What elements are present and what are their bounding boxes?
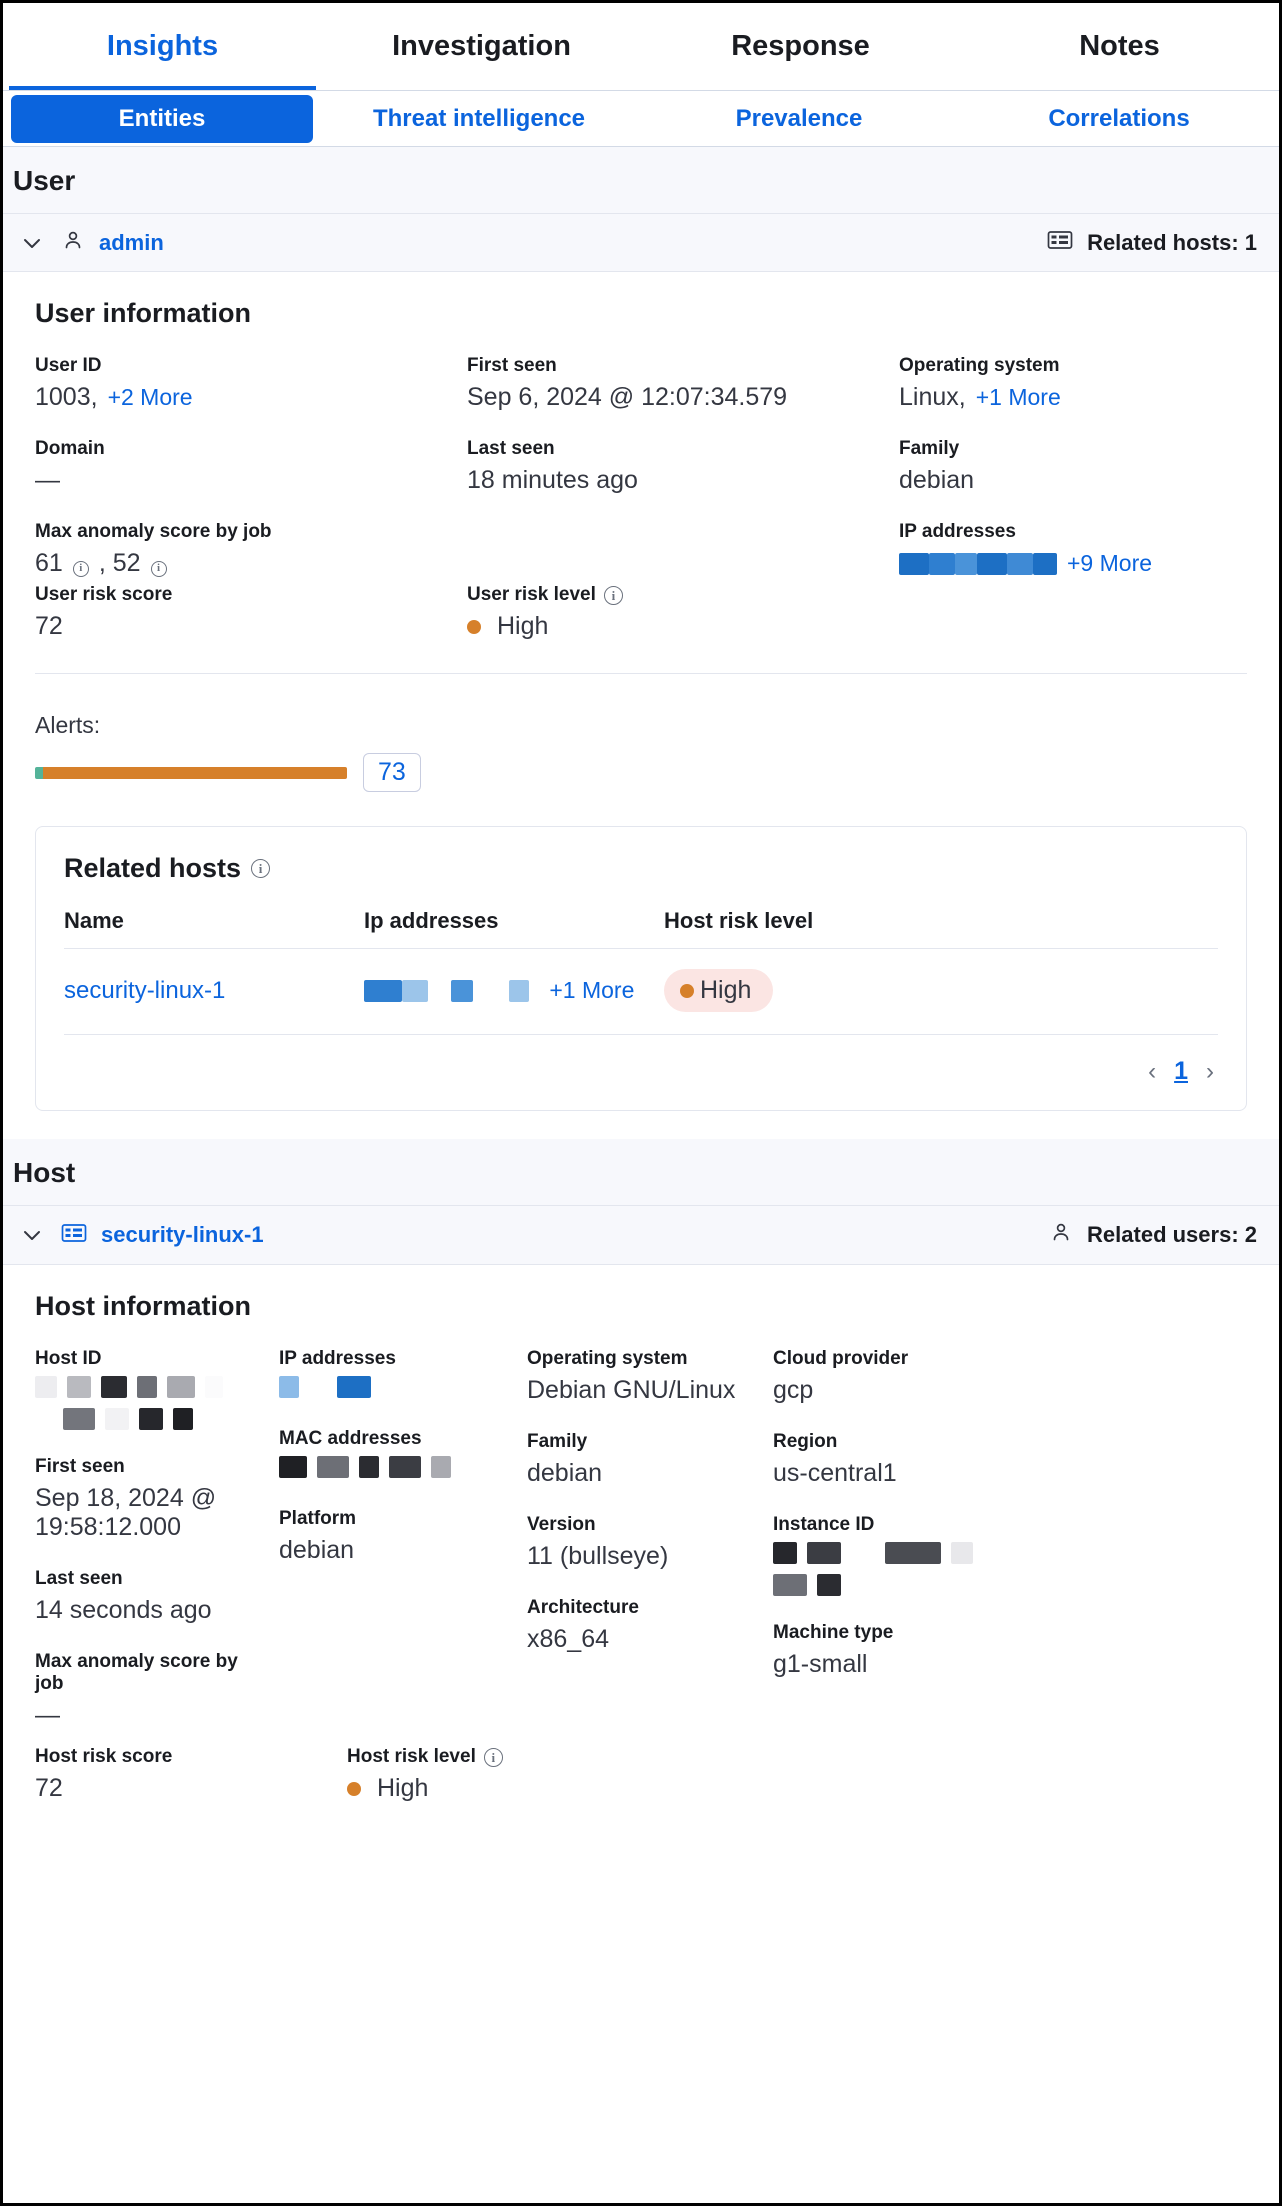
host-instance-id-value [773, 1542, 1247, 1596]
host-fields-col-3 [527, 1348, 751, 1730]
chevron-left-icon[interactable]: ‹ [1148, 1057, 1157, 1085]
chevron-down-icon[interactable] [19, 230, 45, 256]
user-icon [1049, 1220, 1073, 1250]
host-risk-level-text: High [377, 1774, 429, 1802]
risk-level-dot-icon [467, 620, 481, 634]
alerts-count-button[interactable]: 73 [363, 753, 421, 792]
insights-panel [3, 3, 1279, 1841]
user-ip-addresses-label: IP addresses [899, 521, 1016, 542]
host-os-label: Operating system [527, 1348, 688, 1369]
user-section-title: User [3, 147, 1279, 213]
host-max-anomaly-label: Max anomaly score by job [35, 1651, 238, 1694]
host-version-value: 11 (bullseye) [527, 1542, 669, 1570]
status-badge [664, 969, 773, 1012]
alerts-label: Alerts: [35, 712, 101, 738]
user-domain-value: — [35, 466, 60, 494]
redacted-instance-row-1 [773, 1542, 1247, 1564]
user-panel-divider [35, 673, 1247, 674]
table-header-row [64, 908, 1218, 949]
user-domain-label: Domain [35, 438, 105, 459]
host-risk-score-label: Host risk score [35, 1746, 173, 1767]
top-tab-bar [3, 3, 1279, 91]
alerts-distribution-bar[interactable] [35, 767, 347, 779]
user-information-panel [3, 272, 1279, 686]
host-family-label: Family [527, 1431, 588, 1452]
user-entity[interactable] [61, 228, 164, 257]
host-platform-label: Platform [279, 1508, 357, 1529]
host-related-users-label: Related users: 2 [1087, 1222, 1257, 1247]
host-version-label: Version [527, 1514, 596, 1535]
info-icon[interactable]: i [251, 859, 270, 878]
tab-response[interactable] [641, 3, 960, 90]
user-fields-grid [35, 355, 1247, 578]
host-instance-id-label: Instance ID [773, 1514, 875, 1535]
user-last-seen-label: Last seen [467, 438, 555, 459]
related-host-risk-text: High [700, 976, 752, 1004]
host-section-title: Host [3, 1139, 1279, 1205]
host-fields-grid [35, 1348, 1247, 1730]
host-related-users-summary [1049, 1220, 1257, 1250]
user-os-label: Operating system [899, 355, 1060, 376]
tab-investigation[interactable] [322, 3, 641, 90]
info-icon[interactable]: i [151, 561, 167, 577]
host-cloud-provider-value: gcp [773, 1376, 814, 1404]
user-max-anomaly-second: , 52 [98, 549, 141, 577]
host-fields-col-1 [35, 1348, 257, 1730]
user-risk-level-label [467, 584, 1247, 606]
subtab-correlations-label: Correlations [1048, 104, 1190, 132]
chevron-right-icon[interactable]: › [1206, 1057, 1214, 1085]
host-max-anomaly-value: — [35, 1701, 60, 1729]
user-last-seen-value: 18 minutes ago [467, 466, 638, 494]
user-max-anomaly-label: Max anomaly score by job [35, 521, 272, 542]
host-information-title: Host information [35, 1291, 251, 1321]
host-ip-addresses-value [279, 1376, 505, 1398]
host-first-seen-value: Sep 18, 2024 @ 19:58:12.000 [35, 1484, 217, 1541]
host-risk-level-label-text: Host risk level [347, 1746, 476, 1767]
user-risk-score-block [35, 584, 455, 667]
redacted-ip-block [899, 549, 1057, 578]
user-max-anomaly-value [35, 549, 455, 578]
tab-response-label: Response [731, 30, 870, 62]
user-fields-col-2 [467, 355, 887, 578]
related-hosts-title [64, 853, 1218, 884]
user-family-label: Family [899, 438, 960, 459]
host-risk-level-value [347, 1774, 1247, 1803]
host-accordion-header[interactable] [3, 1205, 1279, 1265]
host-icon [1047, 229, 1073, 257]
subtab-correlations[interactable] [959, 95, 1279, 143]
host-information-panel [3, 1265, 1279, 1841]
host-platform-value: debian [279, 1536, 355, 1564]
user-os-text: Linux, [899, 383, 966, 411]
host-cloud-provider-label: Cloud provider [773, 1348, 909, 1369]
host-machine-type-value: g1-small [773, 1650, 868, 1678]
redacted-host-id-row-2 [35, 1408, 257, 1430]
host-architecture-label: Architecture [527, 1597, 639, 1618]
column-header-name[interactable]: Name [64, 908, 364, 949]
user-id-label: User ID [35, 355, 102, 376]
subtab-threat-intelligence-label: Threat intelligence [372, 104, 586, 132]
user-family-value: debian [899, 466, 975, 494]
host-risk-score-value: 72 [35, 1774, 63, 1802]
related-host-ip-cell [364, 949, 664, 1035]
host-risk-level-block [347, 1746, 1247, 1829]
risk-level-dot-icon [680, 984, 694, 998]
user-related-hosts-summary [1047, 229, 1257, 257]
host-risk-score-block [35, 1746, 335, 1829]
user-alerts-block [3, 686, 1279, 806]
related-host-name-cell [64, 949, 364, 1035]
subtab-prevalence-label: Prevalence [735, 104, 863, 132]
host-id-value [35, 1376, 257, 1430]
user-os-more-link[interactable]: +1 More [975, 384, 1061, 410]
user-fields-col-1 [35, 355, 455, 578]
host-risk-grid [35, 1746, 1247, 1829]
user-related-hosts-label: Related hosts: 1 [1087, 229, 1257, 255]
alerts-segment-high [43, 767, 347, 779]
user-id-value [35, 383, 455, 412]
redacted-host-id-row-1 [35, 1376, 257, 1398]
user-icon [61, 228, 85, 257]
related-hosts-table [64, 908, 1218, 1035]
column-header-host-risk-level[interactable]: Host risk level [664, 908, 1218, 949]
tab-investigation-label: Investigation [392, 30, 571, 62]
user-information-title: User information [35, 298, 252, 328]
host-entity-name[interactable]: security-linux-1 [101, 1222, 264, 1247]
chevron-down-icon[interactable] [19, 1222, 45, 1248]
user-max-anomaly-first: 61 [35, 549, 63, 577]
user-risk-score-value: 72 [35, 612, 63, 640]
user-entity-name[interactable]: admin [99, 229, 164, 255]
related-host-risk-cell [664, 949, 1218, 1035]
subtab-entities-label: Entities [118, 104, 206, 132]
user-fields-col-3 [899, 355, 1247, 578]
user-risk-level-label-text: User risk level [467, 584, 596, 605]
host-mac-addresses-value [279, 1456, 505, 1478]
host-region-label: Region [773, 1431, 838, 1452]
host-fields-col-2 [279, 1348, 505, 1730]
subtab-entities[interactable] [11, 95, 313, 143]
host-ip-addresses-label: IP addresses [279, 1348, 396, 1369]
tab-insights-label: Insights [106, 30, 219, 62]
related-hosts-card [35, 826, 1247, 1111]
tab-notes[interactable] [960, 3, 1279, 90]
host-id-label: Host ID [35, 1348, 102, 1369]
related-host-ip-more-link[interactable]: +1 More [549, 976, 635, 1003]
page-number-1[interactable]: 1 [1174, 1057, 1188, 1085]
host-last-seen-value: 14 seconds ago [35, 1596, 212, 1624]
related-hosts-pagination [64, 1035, 1218, 1090]
user-first-seen-label: First seen [467, 355, 557, 376]
user-risk-level-value [467, 612, 1247, 641]
host-last-seen-label: Last seen [35, 1568, 123, 1589]
host-fields-col-4 [773, 1348, 1247, 1730]
host-os-value: Debian GNU/Linux [527, 1376, 736, 1404]
host-region-value: us-central1 [773, 1459, 897, 1487]
host-family-value: debian [527, 1459, 603, 1487]
info-icon[interactable]: i [604, 586, 623, 605]
user-ip-addresses-value [899, 549, 1247, 578]
user-accordion-header[interactable] [3, 213, 1279, 272]
redacted-instance-row-2 [773, 1574, 1247, 1596]
subtab-threat-intelligence[interactable] [319, 95, 639, 143]
host-mac-addresses-label: MAC addresses [279, 1428, 422, 1449]
user-os-value [899, 383, 1247, 412]
related-host-link[interactable]: security-linux-1 [64, 976, 226, 1004]
risk-level-dot-icon [347, 1782, 361, 1796]
user-risk-grid [35, 584, 1247, 667]
alerts-bar-row [35, 753, 1247, 792]
user-first-seen-value: Sep 6, 2024 @ 12:07:34.579 [467, 383, 788, 411]
info-icon[interactable]: i [73, 561, 89, 577]
user-risk-score-label: User risk score [35, 584, 173, 605]
sub-tab-bar [3, 91, 1279, 147]
host-first-seen-label: First seen [35, 1456, 125, 1477]
alerts-segment-low [35, 767, 43, 779]
user-id-more-link[interactable]: +2 More [107, 384, 193, 410]
column-header-ip-addresses[interactable]: Ip addresses [364, 908, 664, 949]
host-machine-type-label: Machine type [773, 1622, 894, 1643]
tab-notes-label: Notes [1079, 30, 1160, 62]
host-icon [61, 1222, 87, 1249]
user-risk-level-text: High [497, 612, 549, 640]
host-architecture-value: x86_64 [527, 1625, 610, 1653]
host-entity[interactable] [61, 1222, 264, 1249]
user-ip-more-link[interactable]: +9 More [1067, 550, 1153, 576]
table-row [64, 949, 1218, 1035]
user-risk-level-block [467, 584, 1247, 667]
subtab-prevalence[interactable] [639, 95, 959, 143]
user-id-text: 1003, [35, 383, 98, 411]
host-risk-level-label [347, 1746, 1247, 1768]
related-hosts-title-text: Related hosts [64, 853, 242, 883]
info-icon[interactable]: i [484, 1748, 503, 1767]
tab-insights[interactable] [3, 3, 322, 90]
